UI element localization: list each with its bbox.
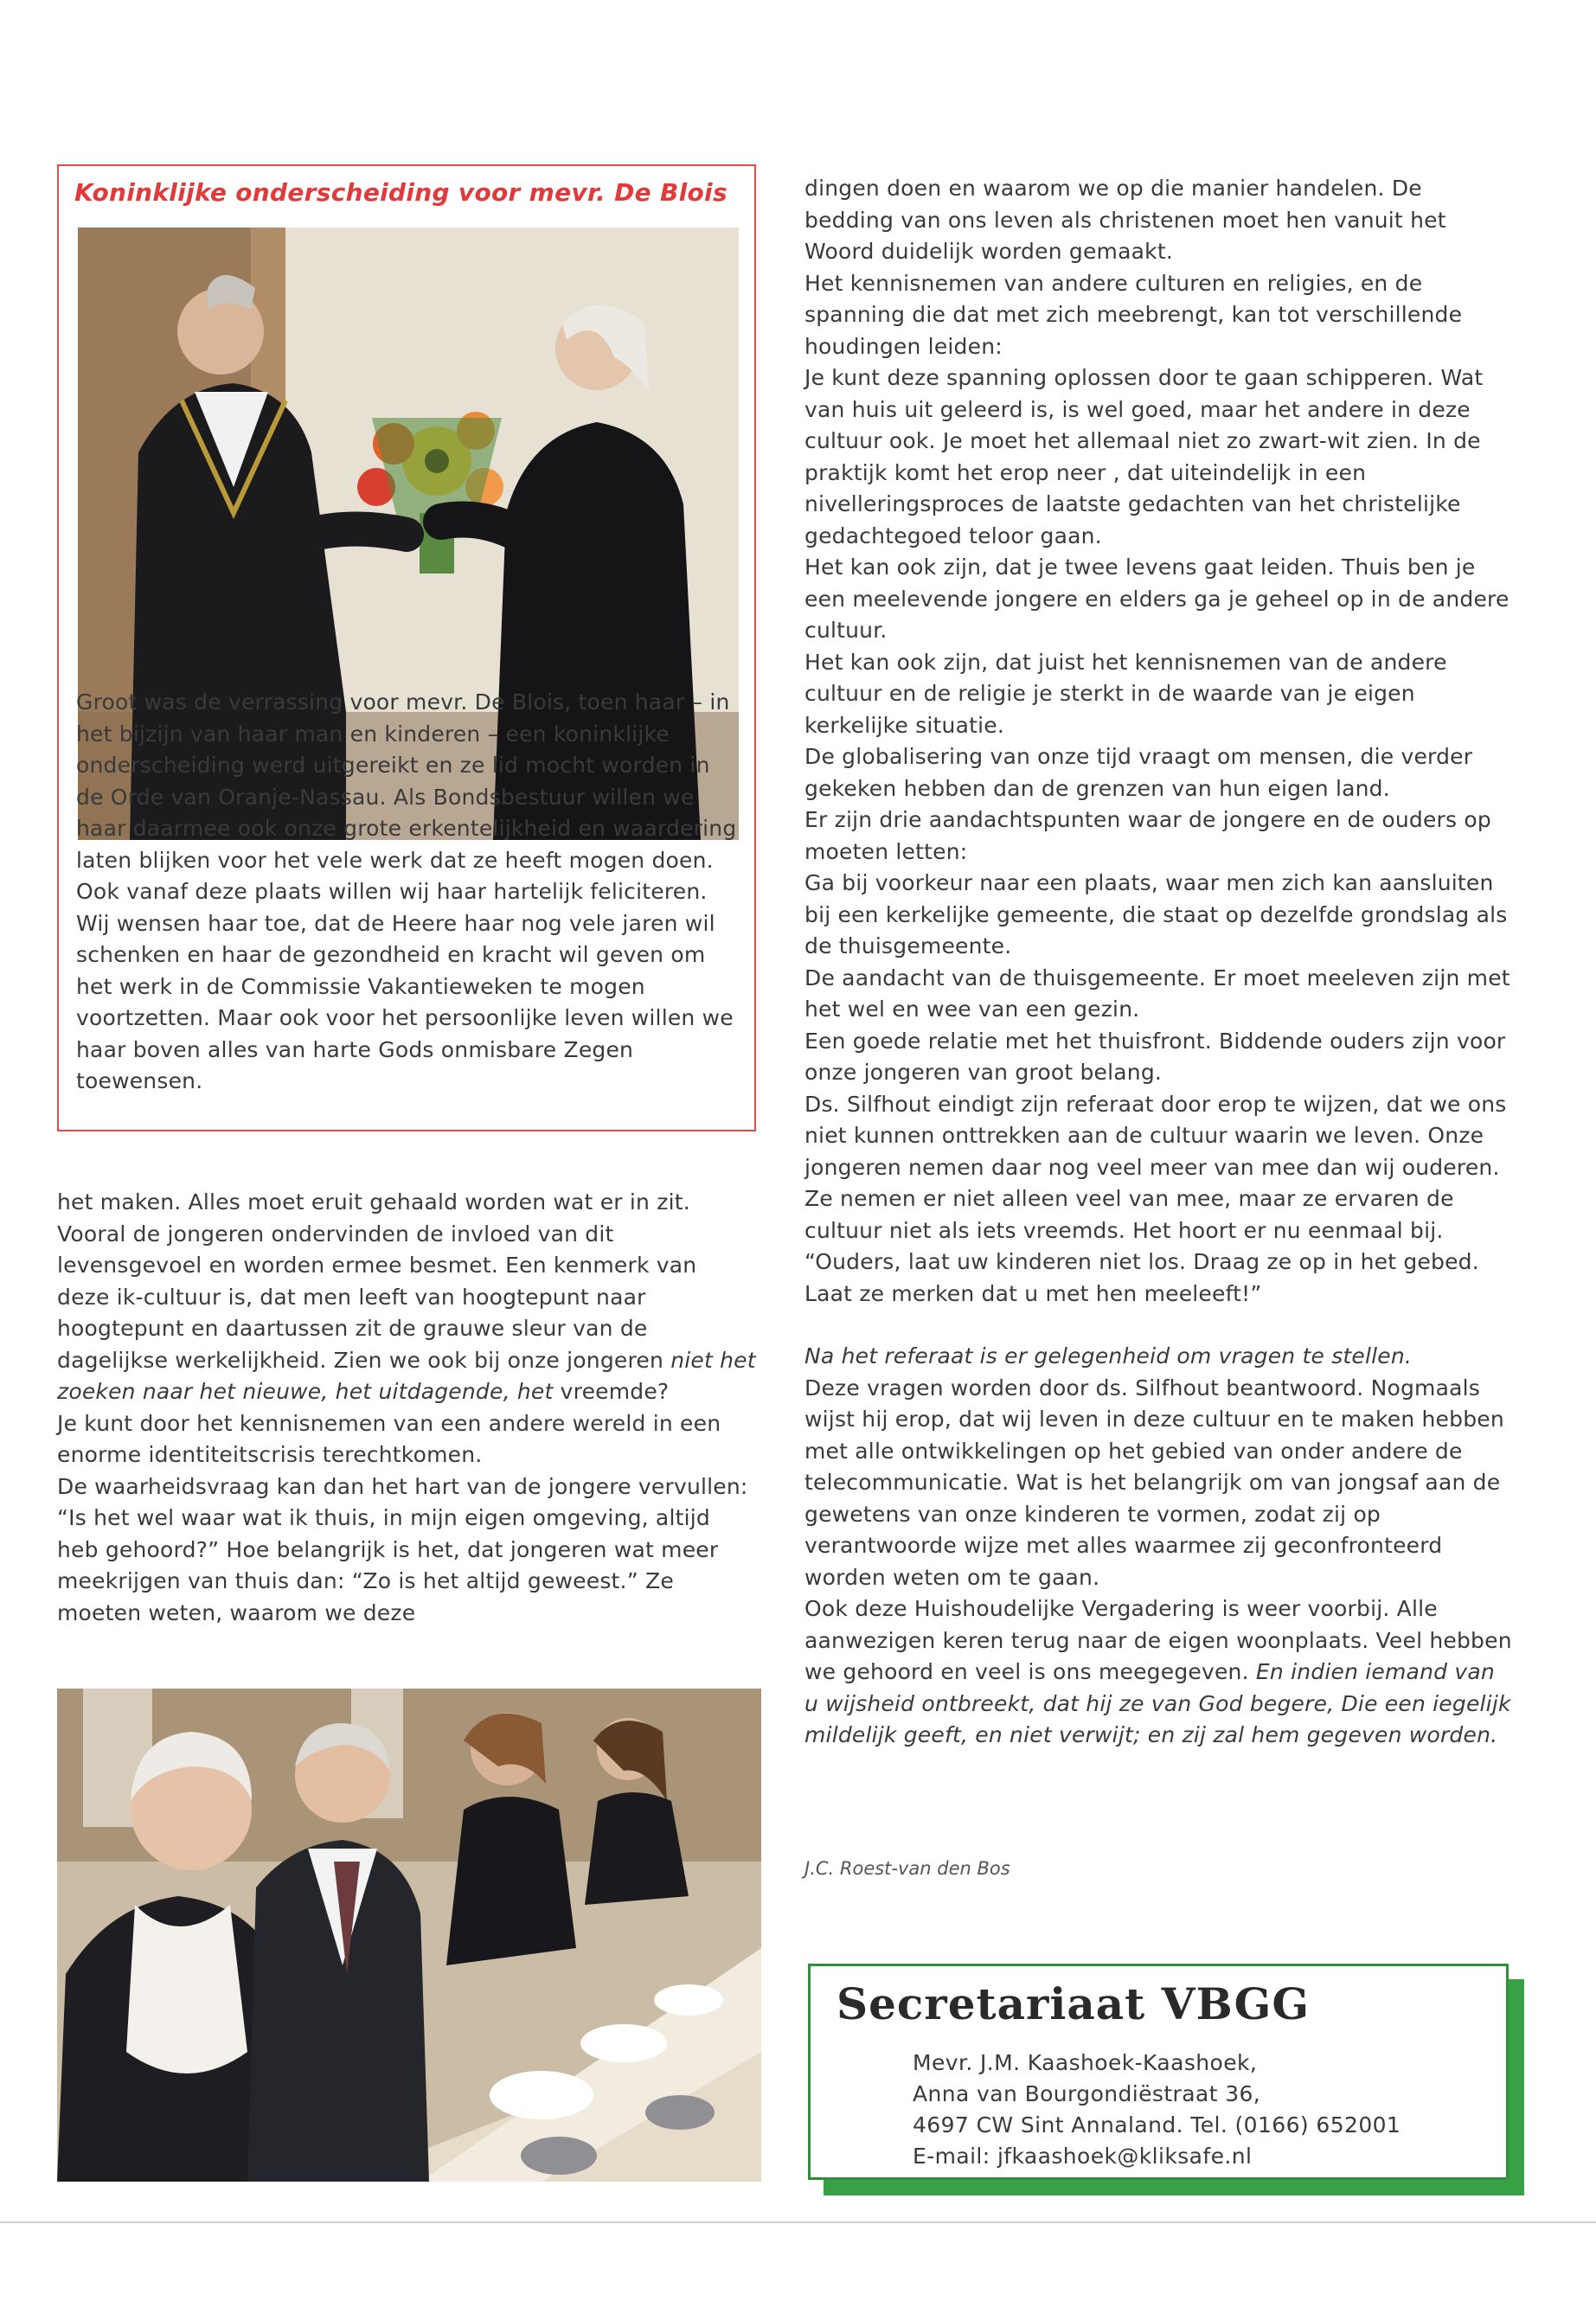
right-italic-run: Na het referaat is er gelegenheid om vragen te stellen. xyxy=(804,1343,1413,1368)
right-paragraph: De globalisering van onze tijd vraagt om mensen, die verder gekeken hebben dan de grenzen van hun eigen land. xyxy=(804,744,1473,801)
left-paragraph: Je kunt door het kennisnemen van een andere wereld in een enorme identiteitscrisis terechtkomen. xyxy=(57,1410,721,1467)
secretariat-line: Anna van Bourgondiëstraat 36, xyxy=(913,2081,1261,2106)
right-italic-run: En indien iemand van u wijsheid ontbreekt, dat hij ze van God begere, Die een iegelijk mildelijk geeft, en niet verwijt; en zij zal hem gegeven worden. xyxy=(804,1659,1511,1747)
right-paragraph xyxy=(804,1341,1514,1373)
award-paragraph: Groot was de verrassing voor mevr. De Blois, toen haar – in het bijzijn van haar man en kinderen – een koninklijke onderscheiding werd uitgereikt en ze lid mocht worden in de Orde van Oranje-Nassau. Als Bondsbestuur willen we haar daarmee ook onze grote erkentelijkheid en waardering laten blijken voor het vele werk dat ze heeft mogen doen. xyxy=(76,689,737,873)
dinner-photo xyxy=(57,1689,761,2182)
award-paragraph: Ook vanaf deze plaats willen wij haar hartelijk feliciteren. Wij wensen haar toe, dat de Heere haar nog vele jaren wil schenken en haar de gezondheid en kracht wil geven om het werk in de Commissie Vakantieweken te mogen voortzetten. Maar ook voor het persoonlijke leven willen we haar boven alles van harte Gods onmisbare Zegen toewensen. xyxy=(76,879,734,1093)
left-text-run: vreemde? xyxy=(553,1379,670,1404)
right-paragraph: Het kan ook zijn, dat juist het kennisnemen van de andere cultuur en de religie je sterkt in de waarde van je eigen kerkelijke situatie. xyxy=(804,649,1447,738)
right-paragraph: De aandacht van de thuisgemeente. Er moet meeleven zijn met het wel en wee van een gezin. xyxy=(804,965,1510,1022)
secretariat-box xyxy=(808,1964,1509,2180)
right-paragraph: Deze vragen worden door ds. Silfhout beantwoord. Nogmaals wijst hij erop, dat wij leven in deze cultuur en te maken hebben met alle ontwikkelingen op het gebied van onder andere de telecommunicatie. Wat is het belangrijk om van jongsaf aan de gewetens van onze kinderen te vormen, zodat zij op verantwoorde wijze met alles waarmee zij geconfronteerd worden weten om te gaan. xyxy=(804,1375,1504,1590)
right-paragraph: Het kennisnemen van andere culturen en religies, en de spanning die dat met zich meebrengt, kan tot verschillende houdingen leiden: xyxy=(804,270,1463,359)
right-paragraph xyxy=(804,1593,1514,1752)
award-text xyxy=(76,687,742,1098)
right-paragraph: Er zijn drie aandachtspunten waar de jongere en de ouders op moeten letten: xyxy=(804,807,1491,864)
left-paragraph: De waarheidsvraag kan dan het hart van de jongere vervullen: “Is het wel waar wat ik thuis, in mijn eigen omgeving, altijd heb gehoord?” Hoe belangrijk is het, dat jongeren wat meer meekrijgen van thuis dan: “Zo is het altijd geweest.” Ze moeten weten, waarom we deze xyxy=(57,1473,748,1625)
right-text-run: Ook deze Huishoudelijke Vergadering is weer voorbij. Alle aanwezigen keren terug naar de eigen woonplaats. Veel hebben we gehoord en veel is ons meegegeven. xyxy=(804,1596,1512,1684)
right-column-text xyxy=(804,173,1514,1752)
right-paragraph: dingen doen en waarom we op die manier handelen. De bedding van ons leven als christenen moet hen vanuit het Woord duidelijk worden gemaakt. xyxy=(804,176,1446,264)
secretariat-address xyxy=(913,2048,1401,2172)
secretariat-title: Secretariaat VBGG xyxy=(836,1978,1311,2029)
right-paragraph: Het kan ook zijn, dat je twee levens gaat leiden. Thuis ben je een meelevende jongere en elders ga je geheel op in de andere cultuur. xyxy=(804,554,1509,643)
right-paragraph: Je kunt deze spanning oplossen door te gaan schipperen. Wat van huis uit geleerd is, is wel goed, maar het andere in deze cultuur ook. Je moet het allemaal niet zo zwart-wit zien. In de praktijk komt het erop neer , dat uiteindelijk in een nivelleringsproces de laatste gedachten van het christelijke gedachtegoed teloor gaan. xyxy=(804,365,1484,548)
page-bottom-rule xyxy=(0,2221,1596,2223)
secretariat-line: Mevr. J.M. Kaashoek-Kaashoek, xyxy=(913,2050,1258,2075)
secretariat-line: 4697 CW Sint Annaland. Tel. (0166) 652001 xyxy=(913,2112,1401,2138)
author-signature: J.C. Roest-van den Bos xyxy=(804,1858,1010,1879)
left-paragraph xyxy=(57,1187,756,1408)
right-paragraph: Een goede relatie met het thuisfront. Biddende ouders zijn voor onze jongeren van groot belang. xyxy=(804,1028,1506,1085)
left-text-run: het maken. Alles moet eruit gehaald worden wat er in zit. Vooral de jongeren ondervinden de invloed van dit levensgevoel en worden ermee besmet. Een kenmerk van deze ik-cultuur is, dat men leeft van hoogtepunt naar hoogtepunt en daartussen zit de grauwe sleur van de dagelijkse werkelijkheid. Zien we ook bij onze jongeren xyxy=(57,1189,697,1373)
award-title: Koninklijke onderscheiding voor mevr. De Blois xyxy=(74,178,727,207)
right-paragraph: Ds. Silfhout eindigt zijn referaat door erop te wijzen, dat we ons niet kunnen onttrekken aan de cultuur waarin we leven. Onze jongeren nemen daar nog veel meer van mee dan wij ouderen. Ze nemen er niet alleen veel van mee, maar ze ervaren de cultuur niet als iets vreemds. Het hoort er nu eenmaal bij. “Ouders, laat uw kinderen niet los. Draag ze op in het gebed. Laat ze merken dat u met hen meeleeft!” xyxy=(804,1091,1507,1306)
left-italic-run: niet het zoeken naar het nieuwe, het uitdagende, het xyxy=(57,1347,756,1404)
secretariat-email: E-mail: jfkaashoek@kliksafe.nl xyxy=(913,2144,1253,2169)
award-article-box xyxy=(57,164,756,1131)
right-paragraph: Ga bij voorkeur naar een plaats, waar men zich kan aansluiten bij een kerkelijke gemeente, die staat op dezelfde grondslag als de thuisgemeente. xyxy=(804,870,1508,958)
left-column-text xyxy=(57,1187,756,1629)
